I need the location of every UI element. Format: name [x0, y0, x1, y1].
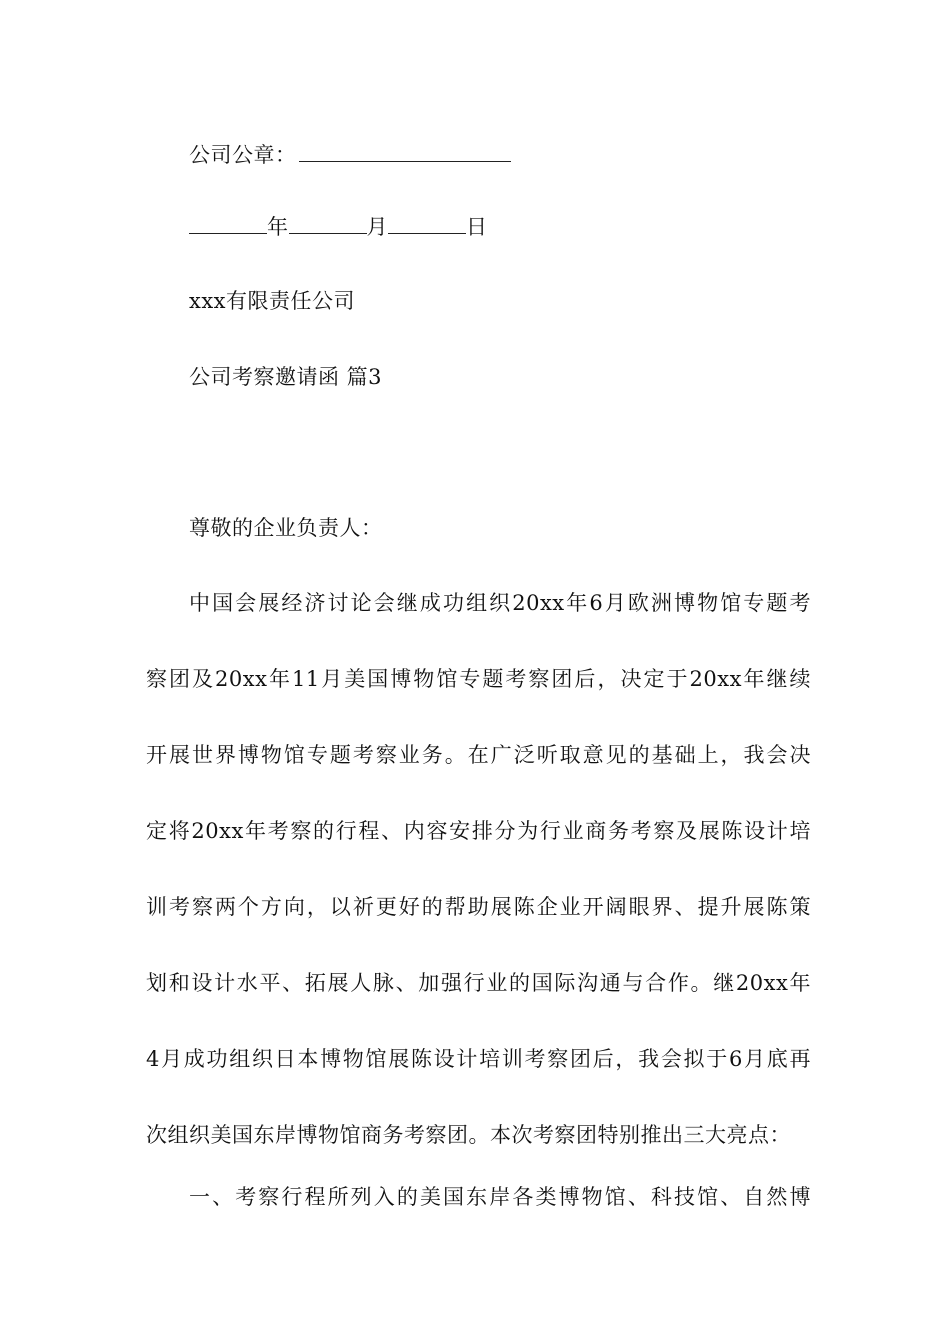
year-label: 年	[267, 215, 289, 239]
salutation: 尊敬的企业负责人：	[189, 516, 383, 540]
month-blank	[289, 213, 367, 234]
paragraph-line: 次组织美国东岸博物馆商务考察团。本次考察团特别推出三大亮点：	[146, 1123, 791, 1147]
paragraph-line: 训考察两个方向，以祈更好的帮助展陈企业开阔眼界、提升展陈策	[146, 895, 811, 919]
paragraph-2	[146, 1183, 811, 1259]
paragraph-line: 一、考察行程所列入的美国东岸各类博物馆、科技馆、自然博	[189, 1185, 811, 1209]
paragraph-line: 中国会展经济讨论会继成功组织20xx年6月欧洲博物馆专题考	[189, 591, 811, 615]
year-blank	[189, 213, 267, 234]
month-label: 月	[366, 215, 388, 239]
day-blank	[388, 213, 466, 234]
section-title: 公司考察邀请函 篇3	[189, 365, 383, 389]
paragraph-line: 开展世界博物馆专题考察业务。在广泛听取意见的基础上，我会决	[146, 743, 811, 767]
paragraph-line: 察团及20xx年11月美国博物馆专题考察团后，决定于20xx年继续	[146, 667, 811, 691]
seal-label: 公司公章：	[189, 143, 297, 167]
seal-line	[189, 141, 854, 169]
paragraph-line: 划和设计水平、拓展人脉、加强行业的国际沟通与合作。继20xx年	[146, 971, 811, 995]
date-line	[189, 213, 854, 241]
seal-blank	[299, 141, 511, 162]
paragraph-line: 定将20xx年考察的行程、内容安排分为行业商务考察及展陈设计培	[146, 819, 811, 843]
day-label: 日	[466, 215, 488, 239]
paragraph-1	[146, 589, 811, 1197]
company-name: xxx有限责任公司	[189, 289, 356, 313]
paragraph-line: 4月成功组织日本博物馆展陈设计培训考察团后，我会拟于6月底再	[146, 1047, 811, 1071]
